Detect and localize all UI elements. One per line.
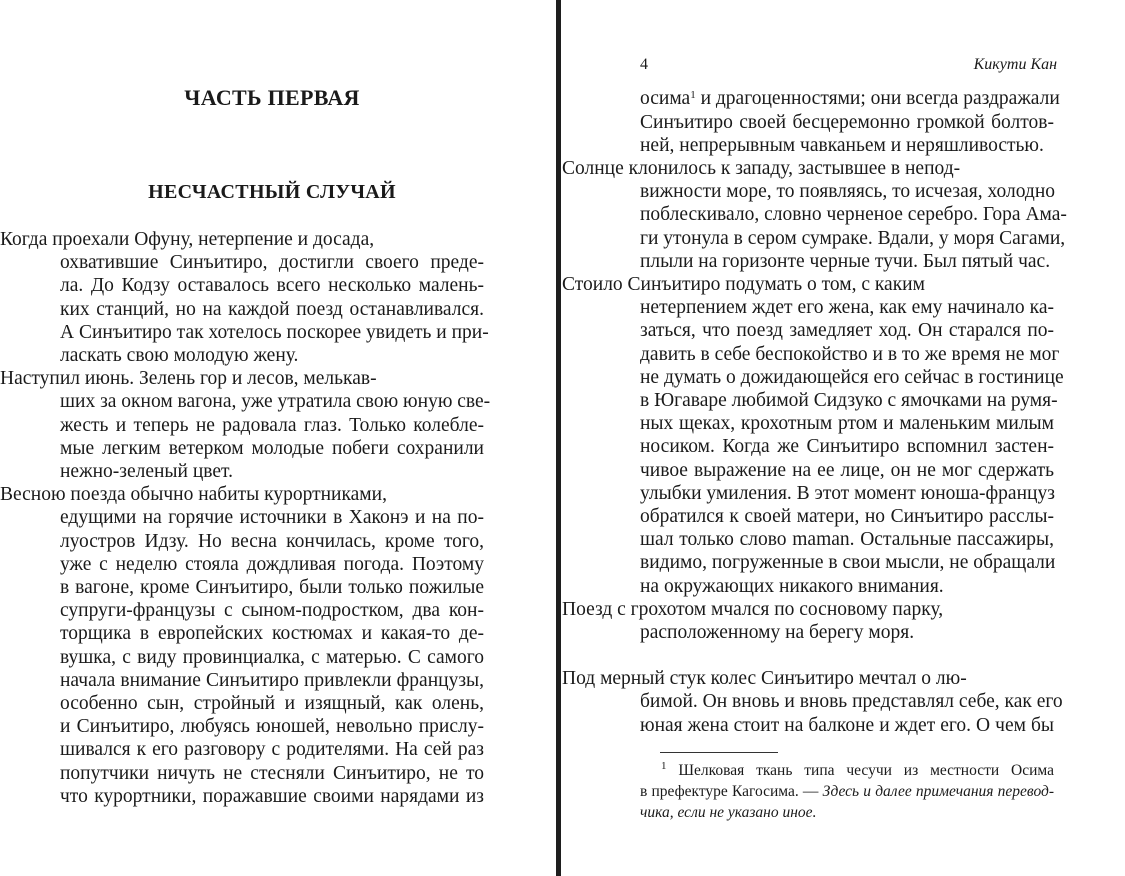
text-line: поблескивало, словно черненое серебро. Гора Ама- [640,204,1067,226]
text-line: попутчики ничуть не стесняли Синъитиро, не то [60,762,484,784]
footnote-text: в префектуре Кагосима. — [640,783,823,800]
text-line: уже с неделю стояла дождливая погода. Поэтому [60,553,484,575]
paragraph-first-line: Под мерный стук колес Синъитиро мечтал о лю- [562,668,967,690]
text-line: в Югаваре любимой Сидзуко с ямочками на румя- [640,389,1058,411]
paragraph-first-line: Наступил июнь. Зелень гор и лесов, мелькав- [0,368,377,390]
text-line: жесть и теперь не радовала глаз. Только колебле- [60,414,484,436]
text-line: ней, непрерывным чавканьем и неряшливостью. [640,134,1044,156]
text-line: чивое выражение на ее лице, он не мог сдержать [640,459,1054,481]
paragraph-first-line: Поезд с грохотом мчался по сосновому парку, [562,598,944,620]
text-line: мые легким ветерком молодые побеги сохранили [60,437,484,459]
text-line: ных щеках, крохотным ртом и маленьким милым [640,413,1054,435]
text-line: бимой. Он вновь и вновь представлял себе, как его [640,691,1063,713]
page-number: 4 [640,56,648,73]
text-line: ких станций, но на каждой поезд останавливался. [60,298,484,320]
text-line: вушка, с виду провинциалка, с матерью. С самого [60,646,484,668]
footnote-rule [660,752,778,753]
text-line: ла. До Кодзу оставалось всего несколько малень- [60,275,484,297]
text-fragment: осима [640,88,691,109]
paragraph-first-line: Солнце клонилось к западу, застывшее в непод- [562,157,961,179]
text-line: обратился к своей матери, но Синъитиро расслы- [640,505,1054,527]
text-line: расположенному на берегу моря. [640,621,915,643]
text-line: луостров Идзу. Но весна кончилась, кроме того, [60,530,484,552]
footnote-text: Шелковая ткань типа чесучи из местности Осима [666,762,1054,779]
text-line: ших за окном вагона, уже утратила свою юную све- [60,391,491,413]
text-line: начала внимание Синъитиро привлекли французы, [60,669,484,691]
footnote-line [640,803,816,823]
text-line: что курортники, поражавшие своими нарядами из [60,785,484,807]
footnote-line [640,782,1054,802]
text-line: ласкать свою молодую жену. [60,345,299,366]
text-line: юная жена стоит на балконе и ждет его. О чем бы [640,714,1054,736]
text-line: ги утонула в сером сумраке. Вдали, у моря Сагами, [640,227,1066,249]
text-line: супруги-французы с сыном-подростком, два кон- [60,600,484,622]
paragraph-first-line: Стоило Синъитиро подумать о том, с каким [562,273,925,295]
book-spine-divider [556,0,561,876]
text-line: шивался к его разговору с родителями. На сей раз [60,739,484,761]
text-line: улыбки умиления. В этот момент юноша-француз [640,482,1055,504]
text-line: в вагоне, кроме Синъитиро, были только пожилые [60,577,484,598]
text-line: нетерпением ждет его жена, как ему начинало ка- [640,297,1054,319]
text-line: торщика в европейских костюмах и какая-то де- [60,623,484,645]
paragraph-first-line: Когда проехали Офуну, нетерпение и досада, [0,229,375,250]
footnote-line [661,761,1054,781]
text-line: особенно сын, стройный и изящный, как олень, [60,693,484,714]
running-head: Кикути Кан [973,56,1057,73]
footnote-marker: 1 [661,760,667,772]
text-fragment: и драгоценностями; они всегда раздражали [695,88,1060,109]
text-line: вижности море, то появляясь, то исчезая, холодно [640,181,1056,203]
chapter-title: НЕСЧАСТНЫЙ СЛУЧАЙ [148,181,396,203]
text-line: нежно-зеленый цвет. [60,461,233,482]
text-line: охватившие Синъитиро, достигли своего преде- [60,252,484,274]
text-line: давить в себе беспокойство и в то же время не мог [640,343,1060,365]
footnote-italic: чика, если не указано иное. [640,804,817,821]
text-line: плыли на горизонте черные тучи. Был пятый час. [640,250,1051,272]
left-page [0,0,556,876]
text-line: и Синъитиро, любуясь юношей, невольно прислу- [60,716,484,738]
footnote-ref: 1 [690,89,696,101]
paragraph-first-line: Весною поезда обычно набиты курортниками, [0,484,387,506]
text-line: Синъитиро своей бесцеремонно громкой болтов- [640,111,1054,133]
footnote-italic: Здесь и далее примечания перевод- [822,783,1054,800]
text-line: носиком. Когда же Синъитиро вспомнил застен- [640,436,1054,458]
text-line: на окружающих никакого внимания. [640,575,944,597]
part-title: ЧАСТЬ ПЕРВАЯ [184,85,360,110]
text-line [640,87,1060,110]
text-line: не думать о дожидающейся его сейчас в гостинице [640,366,1064,388]
text-line: заться, что поезд замедляет ход. Он старался по- [640,320,1054,342]
right-page [562,0,1125,876]
text-line: А Синъитиро так хотелось поскорее увидеть и при- [60,321,489,343]
text-line: шал только слово maman. Остальные пассажиры, [640,529,1054,551]
text-line: видимо, погруженные в свои мысли, не обращали [640,552,1056,574]
text-line: едущими на горячие источники в Хаконэ и на по- [60,507,484,529]
